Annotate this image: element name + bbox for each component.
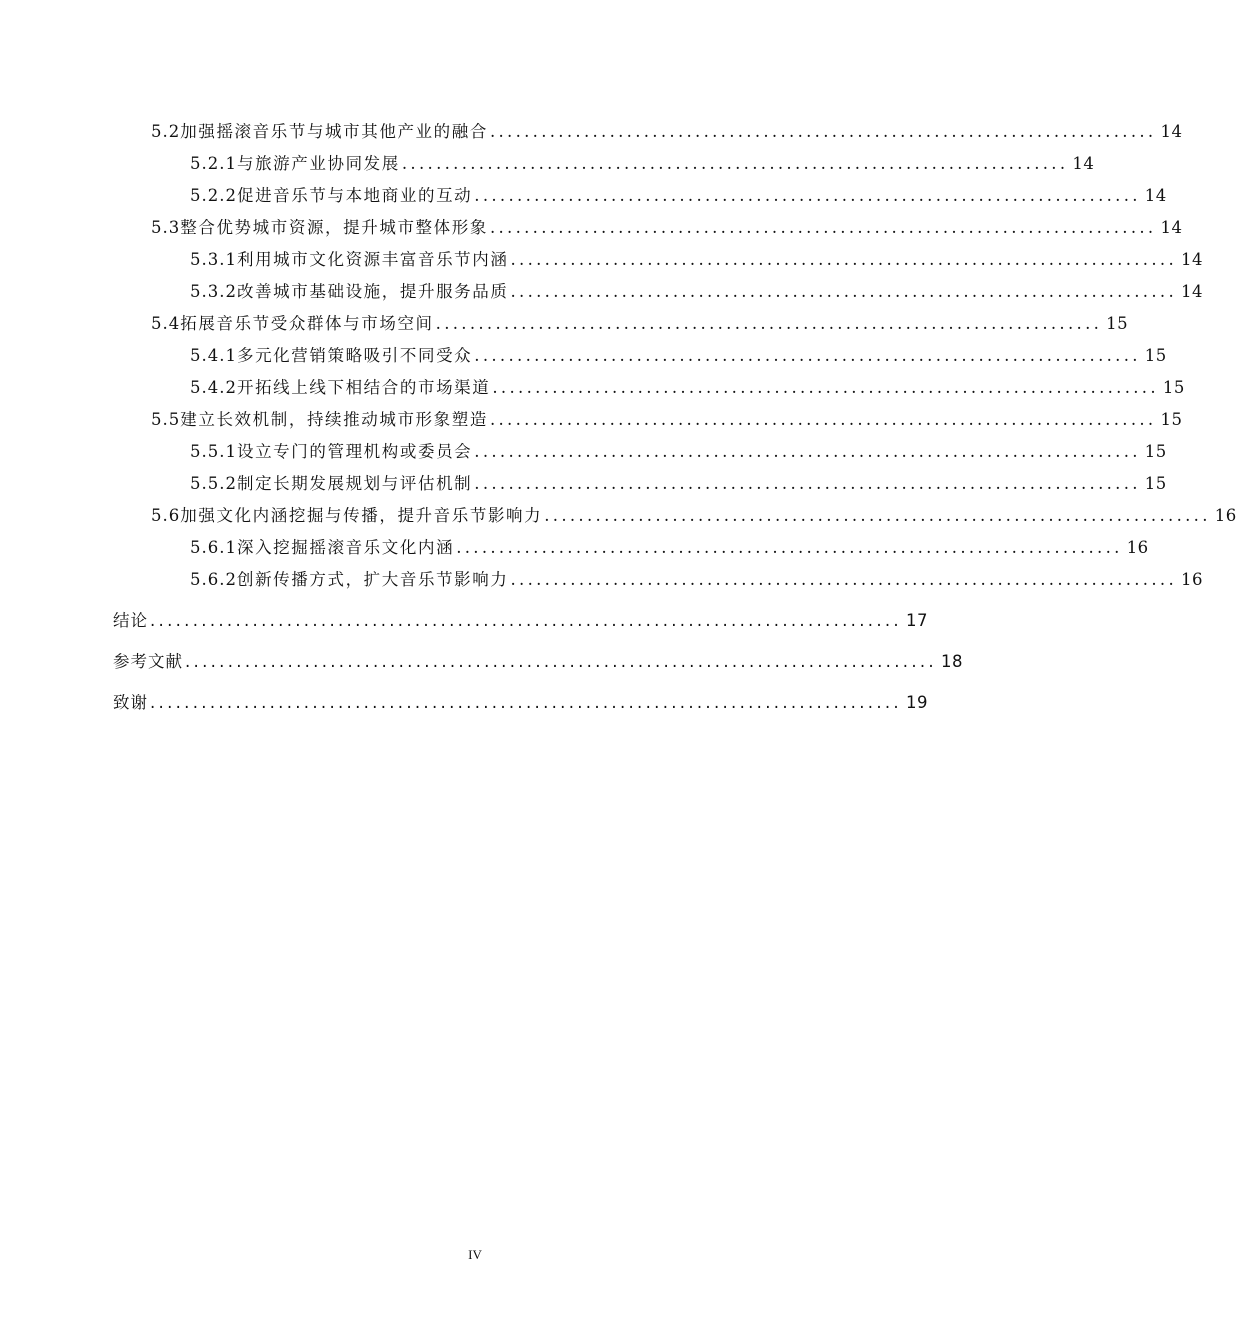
toc-entry[interactable] (151, 503, 1237, 529)
toc-entry-page: 14 (1180, 250, 1203, 269)
toc-entry-page: 16 (1180, 570, 1203, 589)
toc-entry[interactable] (190, 567, 1203, 593)
toc-entry[interactable] (190, 343, 1167, 369)
toc-entry-number: 5.3.2 (190, 282, 237, 301)
toc-entry-title: 拓展音乐节受众群体与市场空间 (180, 314, 434, 333)
toc-entry-number: 5.4.1 (190, 346, 237, 365)
toc-entry-title: 参考文献 (113, 652, 183, 671)
toc-entry-number: 5.6.2 (190, 570, 237, 589)
toc-entry[interactable] (151, 119, 1183, 145)
toc-entry[interactable] (113, 608, 928, 634)
toc-entry[interactable] (113, 649, 963, 675)
toc-entry-title: 创新传播方式，扩大音乐节影响力 (236, 570, 509, 589)
toc-entry-page: 16 (1214, 506, 1237, 525)
toc-leader-dots: .............................................................................. (489, 410, 1157, 429)
toc-entry[interactable] (190, 151, 1095, 177)
toc-entry-title: 制定长期发展规划与评估机制 (236, 474, 473, 493)
toc-entry-number: 5.6.1 (190, 538, 237, 557)
toc-leader-dots: .............................................................................. (474, 474, 1141, 493)
toc-leader-dots: ........................................................................................ (185, 652, 937, 671)
toc-entry-page: 14 (1072, 154, 1095, 173)
toc-leader-dots: .............................................................................. (489, 218, 1157, 237)
toc-entry-title: 开拓线上线下相结合的市场渠道 (236, 378, 491, 397)
toc-leader-dots: ........................................................................................ (150, 611, 902, 630)
toc-leader-dots: .............................................................................. (474, 346, 1141, 365)
toc-entry-page: 16 (1126, 538, 1149, 557)
toc-entry[interactable] (190, 535, 1149, 561)
toc-leader-dots: .............................................................................. (435, 314, 1103, 333)
toc-entry-number: 5.2.2 (190, 186, 237, 205)
toc-entry[interactable] (190, 247, 1203, 273)
toc-entry-number: 5.5.2 (190, 474, 237, 493)
toc-entry[interactable] (190, 375, 1185, 401)
toc-entry-title: 加强摇滚音乐节与城市其他产业的融合 (180, 122, 488, 141)
toc-entry-page: 14 (1144, 186, 1167, 205)
toc-entry-title: 多元化营销策略吸引不同受众 (236, 346, 473, 365)
toc-entry-page: 18 (940, 652, 963, 671)
toc-entry-title: 建立长效机制，持续推动城市形象塑造 (180, 410, 488, 429)
toc-entry-title: 与旅游产业协同发展 (236, 154, 400, 173)
toc-entry-title: 结论 (113, 611, 148, 630)
toc-entry-page: 14 (1160, 218, 1183, 237)
toc-entry-number: 5.4 (151, 314, 181, 333)
toc-leader-dots: .............................................................................. (510, 282, 1177, 301)
toc-entry-page: 17 (905, 611, 928, 630)
toc-entry-number: 5.5 (151, 410, 181, 429)
toc-leader-dots: ........................................................................................ (150, 693, 902, 712)
toc-leader-dots: .............................................................................. (474, 186, 1141, 205)
toc-entry-page: 15 (1144, 474, 1167, 493)
toc-entry-number: 5.6 (151, 506, 181, 525)
toc-entry-page: 15 (1160, 410, 1183, 429)
toc-entry-title: 利用城市文化资源丰富音乐节内涵 (236, 250, 509, 269)
toc-entry-title: 改善城市基础设施，提升服务品质 (236, 282, 509, 301)
toc-entry[interactable] (190, 439, 1167, 465)
toc-entry-page: 15 (1144, 346, 1167, 365)
toc-entry[interactable] (190, 279, 1203, 305)
toc-entry[interactable] (151, 407, 1183, 433)
toc-entry-title: 加强文化内涵挖掘与传播，提升音乐节影响力 (180, 506, 543, 525)
toc-leader-dots: .............................................................................. (456, 538, 1123, 557)
toc-leader-dots: .............................................................................. (489, 122, 1157, 141)
toc-entry-page: 15 (1162, 378, 1185, 397)
toc-entry[interactable] (113, 690, 928, 716)
toc-entry-page: 14 (1180, 282, 1203, 301)
toc-leader-dots: .............................................................................. (544, 506, 1211, 525)
toc-entry[interactable] (190, 183, 1167, 209)
toc-entry-page: 15 (1106, 314, 1129, 333)
toc-entry-page: 19 (905, 693, 928, 712)
toc-leader-dots: .............................................................................. (510, 250, 1177, 269)
toc-entry-title: 致谢 (113, 693, 148, 712)
toc-entry-title: 整合优势城市资源，提升城市整体形象 (180, 218, 488, 237)
toc-entry-page: 15 (1144, 442, 1167, 461)
toc-entry-number: 5.2.1 (190, 154, 237, 173)
toc-entry-page: 14 (1160, 122, 1183, 141)
toc-entry-number: 5.2 (151, 122, 181, 141)
page-number-footer: IV (468, 1247, 482, 1262)
toc-entry[interactable] (151, 311, 1129, 337)
toc-entry-number: 5.3.1 (190, 250, 237, 269)
toc-entry-title: 设立专门的管理机构或委员会 (236, 442, 473, 461)
toc-leader-dots: .............................................................................. (474, 442, 1141, 461)
toc-entry-number: 5.3 (151, 218, 181, 237)
toc-leader-dots: .............................................................................. (492, 378, 1159, 397)
toc-entry-title: 促进音乐节与本地商业的互动 (236, 186, 473, 205)
toc-leader-dots: .............................................................................. (510, 570, 1177, 589)
toc-entry[interactable] (190, 471, 1167, 497)
toc-entry[interactable] (151, 215, 1183, 241)
toc-entry-number: 5.5.1 (190, 442, 237, 461)
toc-entry-number: 5.4.2 (190, 378, 237, 397)
toc-leader-dots: .............................................................................. (401, 154, 1069, 173)
toc-entry-title: 深入挖掘摇滚音乐文化内涵 (236, 538, 455, 557)
